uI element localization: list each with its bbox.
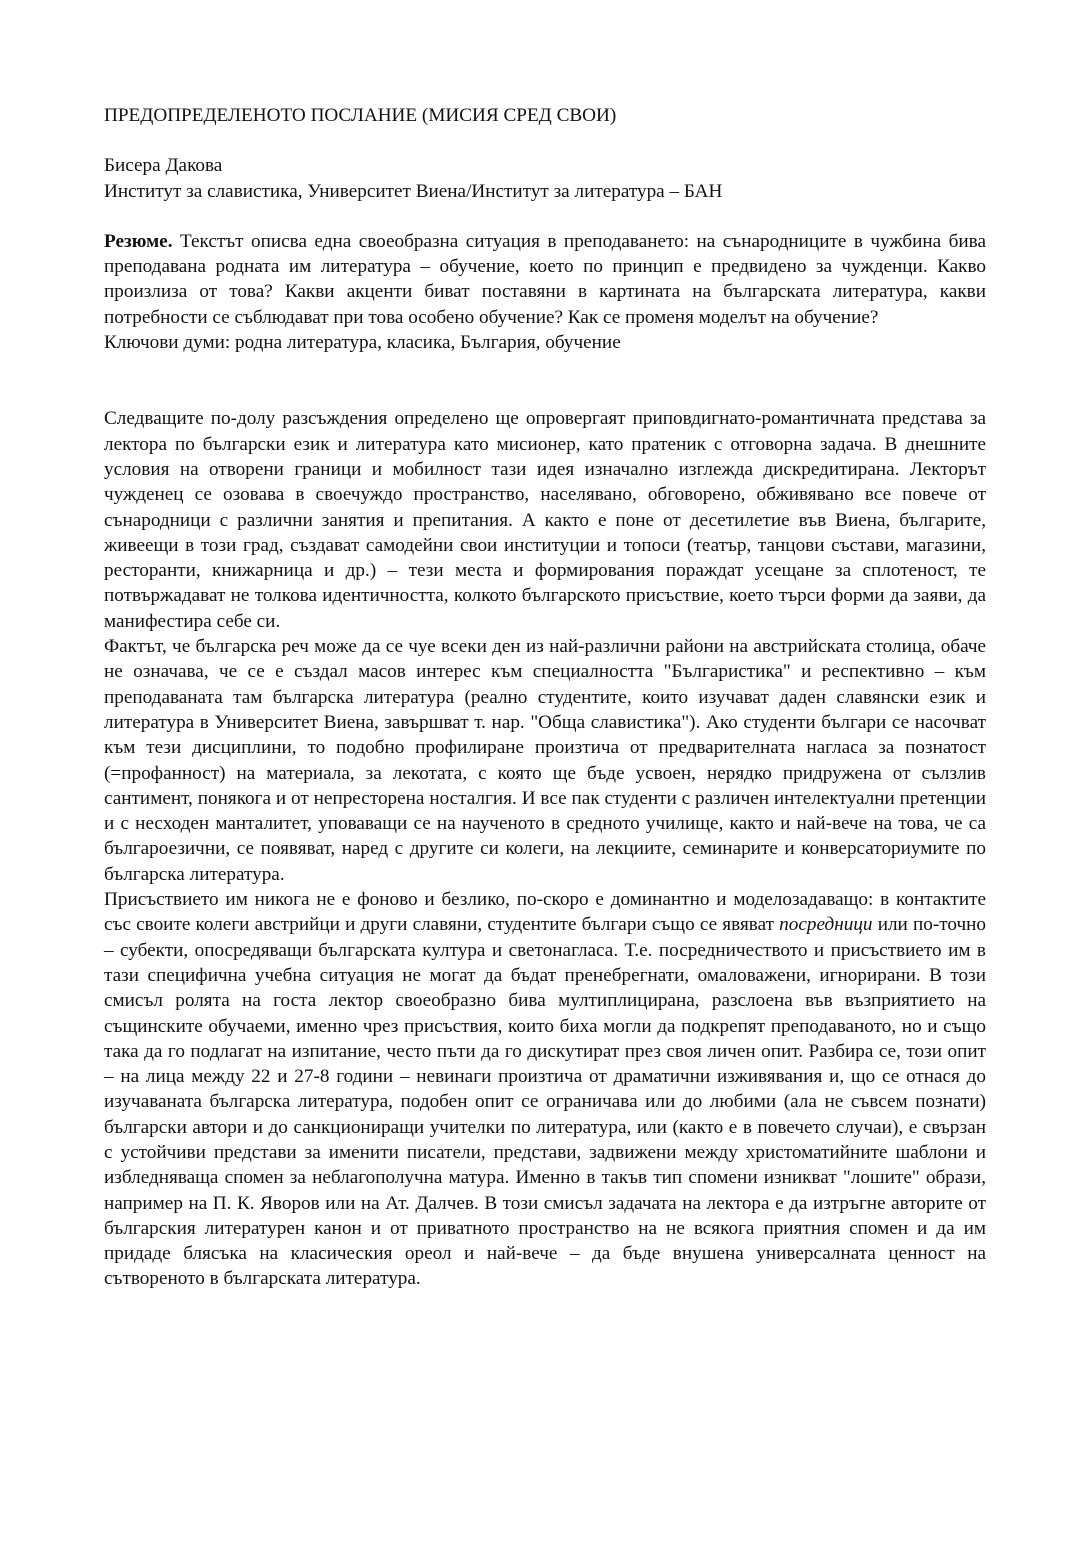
author-block: [104, 153, 986, 204]
body-paragraph: Следващите по-долу разсъждения определено ще опровергаят приповдигнато-романтичната представа за лектора по български език и литература като мисионер, като пратеник с отговорна задача. В днешните условия на отворени граници и мобилност тази идея изначално изглежда дискредитирана. Лекторът чужденец се озовава в своечуждо пространство, населявано, обговорено, обживявано все повече от сънародници с различни занятия и препитания. А както е поне от десетилетие във Виена, българите, живеещи в този град, създават самодейни свои институции и топоси (театър, танцови състави, магазини, ресторанти, книжарница и др.) – тези места и формирования пораждат усещане за сплотеност, те потвържадават не толкова идентичността, колкото българското присъствие, което търси форми да заяви, да манифестира себе си.: [104, 408, 986, 632]
body-paragraph: Фактът, че българска реч може да се чуе всеки ден из най-различни райони на австрийската столица, обаче не означава, че се е създал масов интерес към специалността "Българистика" и респективно – към преподаваната там българска литература (реално студентите, които изучават даден славянски език и литература в Университет Виена, завършват т. нар. "Обща славистика"). Ако студенти българи се насочват към тези дисциплини, то подобно профилиране произтича от предварителната нагласа за познатост (=профанност) на материала, за лекотата, с която ще бъде усвоен, нерядко придружена от сълзлив сантимент, понякога и от непресторена носталгия. И все пак студенти с различен интелектуални претенции и с несходен манталитет, уповаващи се на наученото в средното училище, както и най-вече на това, че са българоезични, се появяват, наред с другите си колеги, на лекциите, семинарите и конверсаториумите по българска литература.: [104, 636, 986, 885]
abstract: [104, 229, 986, 330]
paragraph-text: или по-точно – субекти, опосредяващи българската култура и светонагласа. Т.е. посредничеството и присъствието им в тази специфична учебна ситуация не могат да бъдат пренебрегнати, омаловажени, игнорирани. В този смисъл ролята на госта лектор своеобразно бива мултиплицирана, разслоена във възприятието на същинските обучаеми, именно чрез присъствия, които биха могли да подкрепят преподаваното, но и също така да го подлагат на изпитание, често пъти да го дискутират през своя личен опит. Разбира се, този опит – на лица между 22 и 27-8 години – невинаги произтича от драматични изживявания и, що се отнася до изучаваната българска литература, подобен опит се ограничава или до любими (ала не съвсем познати) български автори и до санкциониращи учителки по литература, или (както е в повечето случаи), е свързан с устойчиви представи за именити писатели, представи, задвижени между христоматийните шаблони и избледняваща спомен за неблагополучна матура. Именно в такъв тип спомени изникват "лошите" образи, например на П. К. Яворов или на Ат. Далчев. В този смисъл задачата на лектора е да изтръгне авторите от българския литературен канон и от приватното пространство на не всякога приятния спомен и да им придаде блясъка на класическия ореол и най-вече – да бъде внушена универсалната ценност на сътвореното в българската литература.: [104, 914, 986, 1290]
document-page: [104, 103, 986, 1292]
author-affiliation: Институт за славистика, Университет Виена/Институт за литература – БАН: [104, 180, 723, 202]
keywords: Ключови думи: родна литература, класика, България, обучение: [104, 332, 621, 354]
document-title: ПРЕДОПРЕДЕЛЕНОТО ПОСЛАНИЕ (МИСИЯ СРЕД СВОИ): [104, 105, 617, 126]
body-paragraph: [104, 887, 986, 1292]
author-name: Бисера Дакова: [104, 155, 223, 177]
body-text: [104, 406, 986, 1291]
paragraph-text: Присъствието им никога не е фоново и безлико, по-скоро е доминантно и моделозадаващо: в контактите със своите колеги австрийци и други славяни, студентите българи също се явяват: [104, 889, 986, 936]
emphasized-word: посредници: [779, 914, 873, 936]
abstract-text: Текстът описва една своеобразна ситуация в преподаването: на сънародниците в чужбина бива преподавана родната им литература – обучение, което по принцип е предвидено за чужденци. Какво произлиза от това? Какви акценти биват поставяни в картината на българската литература, какви потребности се съблюдават при това особено обучение? Как се променя моделът на обучение?: [104, 230, 986, 328]
abstract-label: Резюме.: [104, 230, 173, 252]
